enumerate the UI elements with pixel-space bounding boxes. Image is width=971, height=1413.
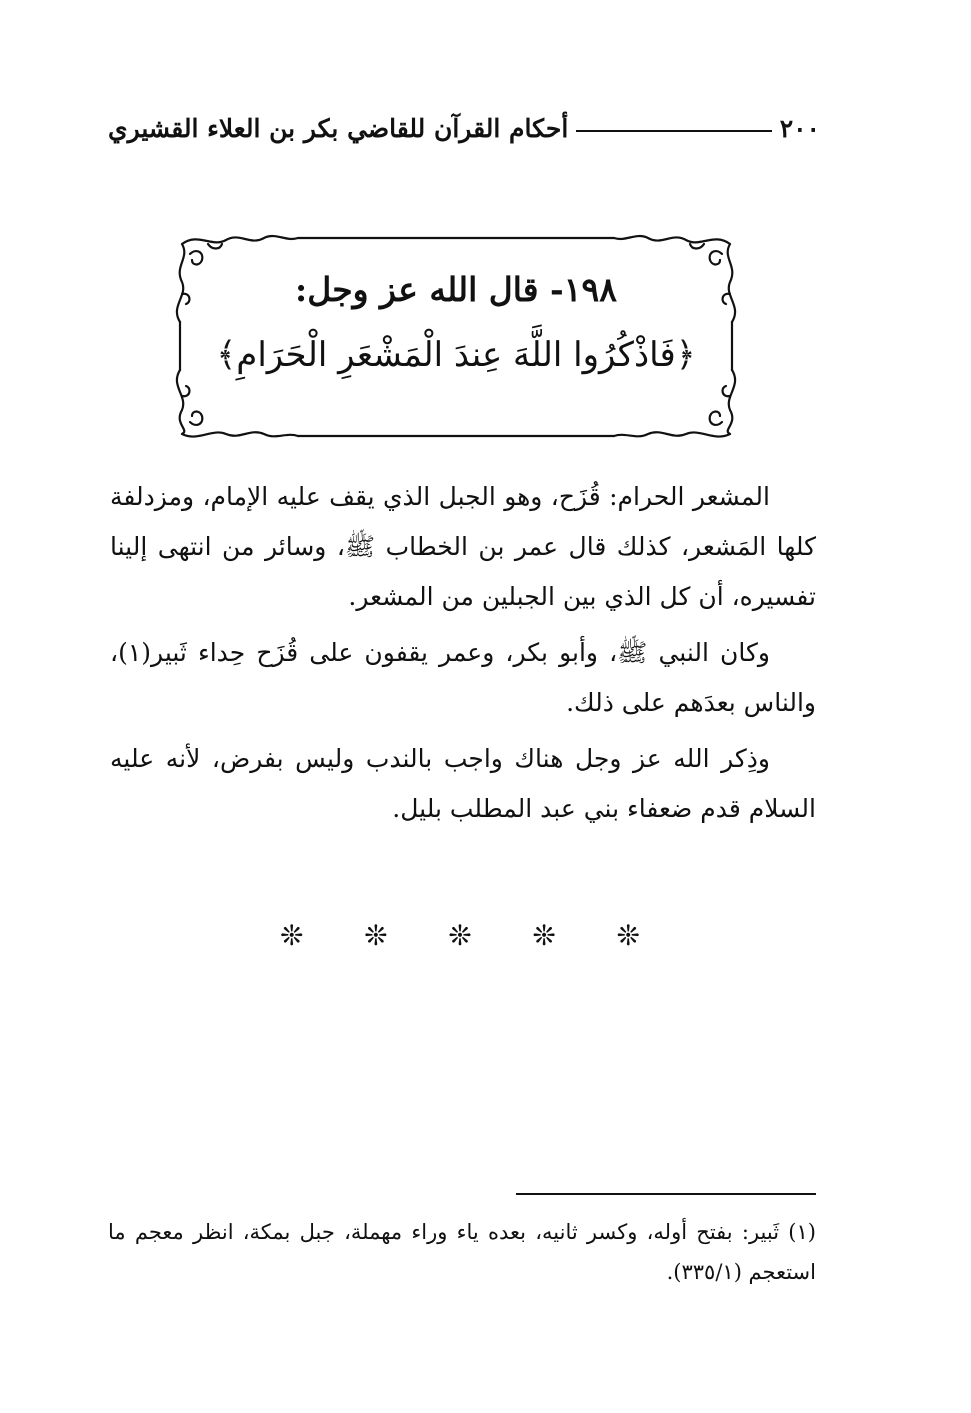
asterisk-icon: ❊ <box>532 919 556 952</box>
body-text <box>110 472 816 840</box>
page-number: ٢٠٠ <box>779 113 820 143</box>
footnote: (١) ثَبير: بفتح أوله، وكسر ثانيه، بعده ياء وراء مهملة، جبل بمكة، انظر معجم ما استعجم (٣٣٥/١). <box>108 1220 816 1284</box>
footnote-rule <box>516 1193 816 1195</box>
verse-heading: ١٩٨- قال الله عز وجل: <box>295 270 617 309</box>
asterisk-icon: ❊ <box>364 919 388 952</box>
header-rule <box>576 130 771 132</box>
paragraph: وكان النبي ﷺ، وأبو بكر، وعمر يقفون على قُزَح حِداء ثَبير(١)، والناس بعدَهم على ذلك. <box>110 638 816 717</box>
asterisk-icon: ❊ <box>448 919 472 952</box>
section-separator <box>280 918 640 954</box>
paragraph: وذِكر الله عز وجل هناك واجب بالندب وليس بفرض، لأنه عليه السلام قدم ضعفاء بني عبد المطلب بليل. <box>110 744 816 823</box>
running-header <box>108 108 820 148</box>
asterisk-icon: ❊ <box>280 919 304 952</box>
paragraph: المشعر الحرام: قُزَح، وهو الجبل الذي يقف عليه الإمام، ومزدلفة كلها المَشعر، كذلك قال عمر بن الخطاب ﷺ، وسائر من انتهى إلينا تفسيره، أن كل الذي بين الجبلين من المشعر. <box>110 482 816 611</box>
book-title: أحكام القرآن للقاضي بكر بن العلاء القشيري <box>108 113 569 143</box>
verse-frame <box>168 230 744 440</box>
asterisk-icon: ❊ <box>616 919 640 952</box>
quran-verse: ﴿فَاذْكُرُوا اللَّهَ عِندَ الْمَشْعَرِ الْحَرَامِ﴾ <box>216 335 696 375</box>
